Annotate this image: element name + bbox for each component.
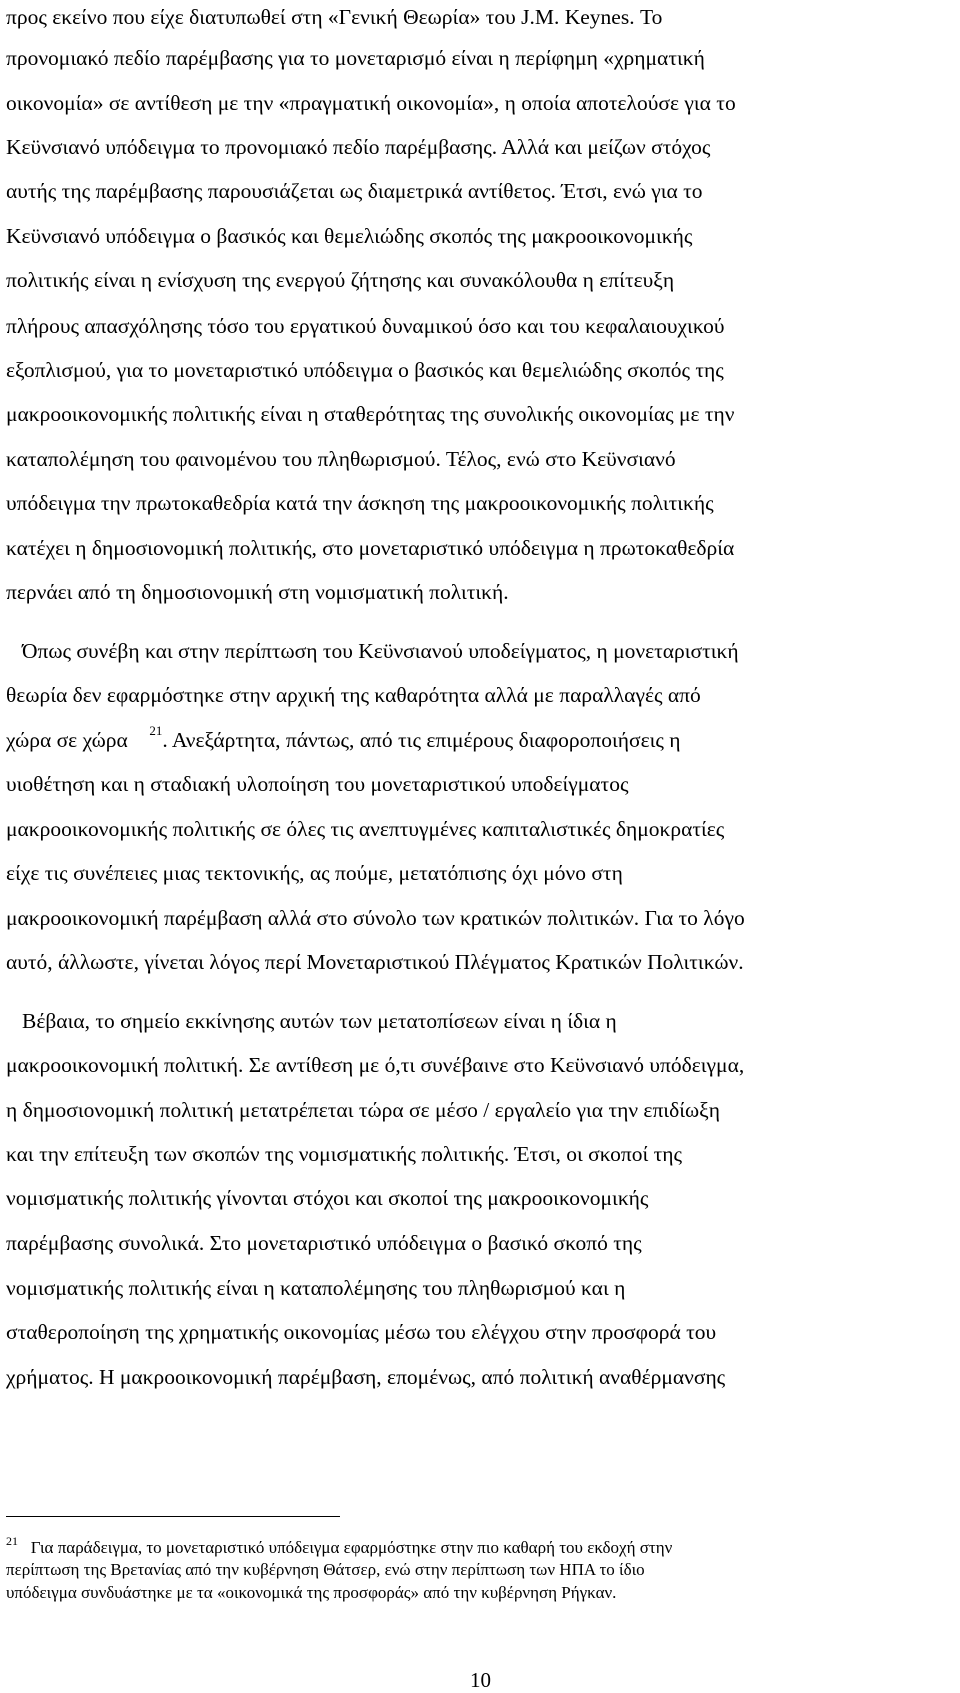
text-line: προνομιακό πεδίο παρέμβασης για το μονεταρισμό είναι η περίφημη «χρηματική [6,46,705,70]
text-line: περνάει από τη δημοσιονομική στη νομισματική πολιτική. [6,580,509,604]
page-number: 10 [470,1668,491,1692]
text-line: πολιτικής είναι η ενίσχυση της ενεργού ζήτησης και συνακόλουθα η επίτευξη [6,268,675,292]
text-segment: χώρα σε χώρα [6,728,128,752]
text-line: νομισματικής πολιτικής είναι η καταπολέμησης του πληθωρισμού και η [6,1276,626,1300]
text-line: Βέβαια, το σημείο εκκίνησης αυτών των μετατοπίσεων είναι η ίδια η [22,1009,617,1033]
text-line: και την επίτευξη των σκοπών της νομισματικής πολιτικής. Έτσι, οι σκοποί της [6,1142,683,1166]
text-line: σταθεροποίηση της χρηματικής οικονομίας μέσω του ελέγχου στην προσφορά του [6,1320,717,1344]
footnote-line: υπόδειγμα συνδυάστηκε με τα «οικονομικά της προσφοράς» από την κυβέρνηση Ρήγκαν. [6,1583,617,1602]
text-line: πλήρους απασχόλησης τόσο του εργατικού δυναμικού όσο και του κεφαλαιουχικού [6,314,725,338]
footnote-text: Για παράδειγμα, το μονεταριστικό υπόδειγμα εφαρμόστηκε στην πιο καθαρή του εκδοχή στην [30,1538,673,1557]
text-line: Όπως συνέβη και στην περίπτωση του Κεϋνσιανού υποδείγματος, η μονεταριστική [22,639,739,663]
text-segment: . Ανεξάρτητα, πάντως, από τις επιμέρους διαφοροποιήσεις η [162,728,681,752]
text-line: είχε τις συνέπειες μιας τεκτονικής, ας πούμε, μετατόπισης όχι μόνο στη [6,861,623,885]
text-line: υιοθέτηση και η σταδιακή υλοποίηση του μονεταριστικού υποδείγματος [6,772,629,796]
text-line: κατέχει η δημοσιονομική πολιτικής, στο μονεταριστικό υπόδειγμα η πρωτοκαθεδρία [6,536,735,560]
footnote-divider [6,1516,340,1517]
text-line: αυτής της παρέμβασης παρουσιάζεται ως διαμετρικά αντίθετος. Έτσι, ενώ για το [6,179,703,203]
text-line: εξοπλισμού, για το μονεταριστικό υπόδειγμα ο βασικός και θεμελιώδης σκοπός της [6,358,724,382]
text-line: αυτό, άλλωστε, γίνεται λόγος περί Μονεταριστικού Πλέγματος Κρατικών Πολιτικών. [6,950,744,974]
text-line: μακροοικονομική πολιτική. Σε αντίθεση με ό,τι συνέβαινε στο Κεϋνσιανό υπόδειγμα, [6,1053,745,1077]
text-line: παρέμβασης συνολικά. Στο μονεταριστικό υπόδειγμα ο βασικό σκοπό της [6,1231,642,1255]
text-line: υπόδειγμα την πρωτοκαθεδρία κατά την άσκηση της μακροοικονομικής πολιτικής [6,491,714,515]
text-line: θεωρία δεν εφαρμόστηκε στην αρχική της καθαρότητα αλλά με παραλλαγές από [6,683,701,707]
footnote-line: περίπτωση της Βρετανίας από την κυβέρνηση Θάτσερ, ενώ στην περίπτωση των ΗΠΑ το ίδιο [6,1560,645,1579]
text-line: νομισματικής πολιτικής γίνονται στόχοι και σκοποί της μακροοικονομικής [6,1186,649,1210]
text-line: Κεϋνσιανό υπόδειγμα το προνομιακό πεδίο παρέμβασης. Αλλά και μείζων στόχος [6,135,711,159]
footnote-reference[interactable]: 21 [149,723,163,738]
footnote-number: 21 [6,1534,18,1548]
text-line: προς εκείνο που είχε διατυπωθεί στη «Γενική Θεωρία» του J.M. Keynes. Το [6,5,663,29]
footnote-line [6,1534,673,1559]
text-line: μακροοικονομικής πολιτικής είναι η σταθερότητας της συνολικής οικονομίας με την [6,402,735,426]
text-line: μακροοικονομική παρέμβαση αλλά στο σύνολο των κρατικών πολιτικών. Για το λόγο [6,906,745,930]
text-line: χρήματος. Η μακροοικονομική παρέμβαση, επομένως, από πολιτική αναθέρμανσης [6,1365,726,1389]
text-line: καταπολέμηση του φαινομένου του πληθωρισμού. Τέλος, ενώ στο Κεϋνσιανό [6,447,676,471]
text-line: Κεϋνσιανό υπόδειγμα ο βασικός και θεμελιώδης σκοπός της μακροοικονομικής [6,224,693,248]
text-line: οικονομία» σε αντίθεση με την «πραγματική οικονομία», η οποία αποτελούσε για το [6,91,736,115]
text-line: η δημοσιονομική πολιτική μετατρέπεται τώρα σε μέσο / εργαλείο για την επιδίωξη [6,1098,720,1122]
text-line [6,723,681,756]
text-line: μακροοικονομικής πολιτικής σε όλες τις ανεπτυγμένες καπιταλιστικές δημοκρατίες [6,817,725,841]
